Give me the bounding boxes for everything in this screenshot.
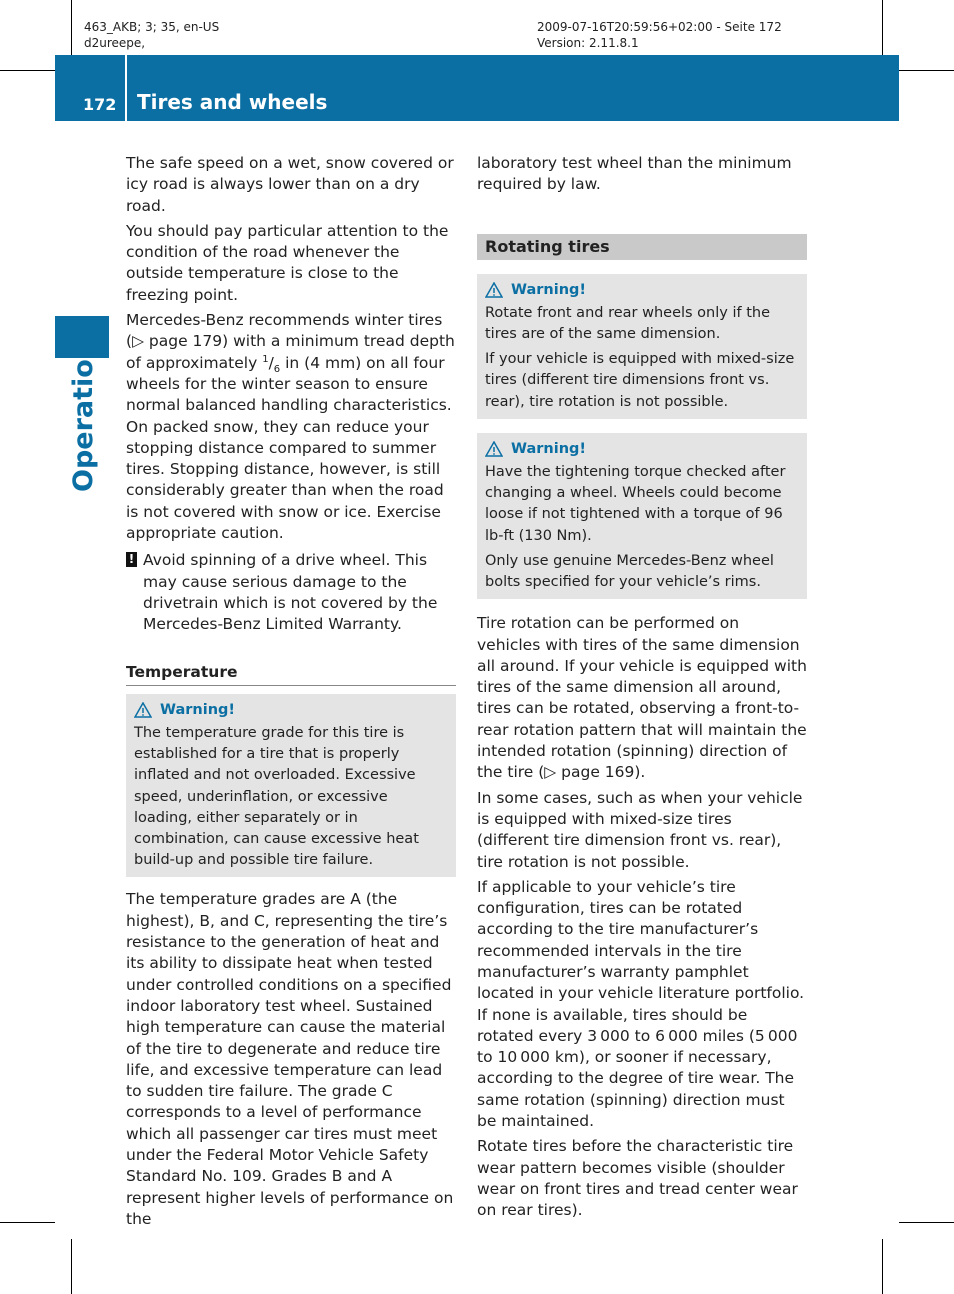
paragraph: Mercedes-Benz recommends winter tires (▷ page 179) with a minimum tread depth of approximately $^1/_6$ in (4 mm) on all four wheels for the winter season to ensure normal balanced handling characteristics. On packed snow, they can reduce your stopping distance compared to summer tires. Stopping distance, however, is still considerably greater than when the road is not covered with snow or ice. Exercise appropriate caution. [126,311,455,543]
warning-triangle-icon [485,441,503,457]
crop-mark [0,70,55,71]
print-meta-right [537,19,782,51]
crop-mark [882,0,883,55]
warning-text: The temperature grade for this tire is established for a tire that is properly inflated and not overloaded. Excessive speed, underinflation, or excessive loading, either separately or in combination, can cause excessive heat build-up and possible tire failure. [134,725,419,869]
warning-title: Warning! [485,280,799,301]
warning-text: Only use genuine Mercedes-Benz wheel bolts specified for your vehicle’s rims. [485,552,774,591]
crop-mark [899,1222,954,1223]
left-column [126,153,456,1234]
caution-text: Avoid spinning of a drive wheel. This may cause serious damage to the drivetrain which is not covered by the Mercedes-Benz Limited Warranty. [143,551,438,634]
rotating-tires-heading: Rotating tires [477,234,807,260]
warning-box [477,433,807,599]
meta-timestamp: 2009-07-16T20:59:56+02:00 - Seite 172 [537,20,782,34]
warning-box [126,694,456,878]
exclamation-icon: ! [126,552,137,567]
caution-note [126,550,456,635]
paragraph: Tire rotation can be performed on vehicles with tires of the same dimension all around. If your vehicle is equipped with tires of the same dimension all around, tires can be rotated, observing a front-to-rear rotation pattern that will maintain the intended rotation (spinning) direction of the tire (▷ page 169). [477,614,807,782]
warning-triangle-icon [134,702,152,718]
section-title: Tires and wheels [137,90,328,114]
fraction-denominator: 6 [273,363,281,375]
warning-title: Warning! [134,700,448,721]
header-divider [125,55,127,121]
paragraph: Rotate tires before the characteristic tire wear pattern becomes visible (shoulder wear on front tires and tread center wear on rear tires). [477,1137,798,1220]
fraction-numerator: 1 [262,353,269,365]
paragraph: laboratory test wheel than the minimum required by law. [477,154,792,194]
warning-text: If your vehicle is equipped with mixed-size tires (different tire dimensions front vs. rear), tire rotation is not possible. [485,351,795,410]
crop-mark [71,0,72,55]
warning-box [477,274,807,419]
print-meta-left [84,19,219,51]
meta-doc-id: 463_AKB; 3; 35, en-US [84,20,220,34]
crop-mark [899,70,954,71]
side-label-operation: Operation [68,339,99,492]
right-column [477,153,807,1226]
paragraph: You should pay particular attention to the condition of the road whenever the outside temperature is close to the freezing point. [126,221,449,304]
warning-triangle-icon [485,282,503,298]
paragraph: If applicable to your vehicle’s tire configuration, tires can be rotated according to the tire manufacturer’s recommended intervals in the tire manufacturer’s warranty pamphlet located in your vehicle literature portfolio. If none is available, tires should be rotated every 3 000 to 6 000 miles (5 000 to 10 000 km), or sooner if necessary, according to the degree of tire wear. The same rotation (spinning) direction must be maintained. [477,877,805,1131]
paragraph: The temperature grades are A (the highest), B, and C, representing the tire’s resistance to the generation of heat and its ability to dissipate heat when tested under controlled conditions on a specified indoor laboratory test wheel. Sustained high temperature can cause the material of the tire to degenerate and reduce tire life, and excessive temperature can lead to sudden tire failure. The grade C corresponds to a level of performance which all passenger car tires must meet under the Federal Motor Vehicle Safety Standard No. 109. Grades B and A represent higher levels of performance on the [126,890,454,1228]
page-number: 172 [83,95,117,114]
temperature-heading: Temperature [126,662,456,686]
warning-text: Have the tightening torque checked after changing a wheel. Wheels could become loose if not tightened with a torque of 96 lb-ft (130 Nm). [485,464,786,544]
meta-author: d2ureepe, [84,36,146,50]
paragraph: The safe speed on a wet, snow covered or icy road is always lower than on a dry road. [126,154,454,215]
paragraph: In some cases, such as when your vehicle is equipped with mixed-size tires (different tire dimension front vs. rear), tire rotation is not possible. [477,788,803,871]
warning-text: Rotate front and rear wheels only if the tires are of the same dimension. [485,304,770,342]
crop-mark [0,1222,55,1223]
crop-mark [882,1239,883,1294]
crop-mark [71,1239,72,1294]
page-reference: ▷ page 179) with a minimum tread depth of approximately [126,332,455,372]
warning-title: Warning! [485,439,799,460]
meta-version: Version: 2.11.8.1 [537,36,639,50]
